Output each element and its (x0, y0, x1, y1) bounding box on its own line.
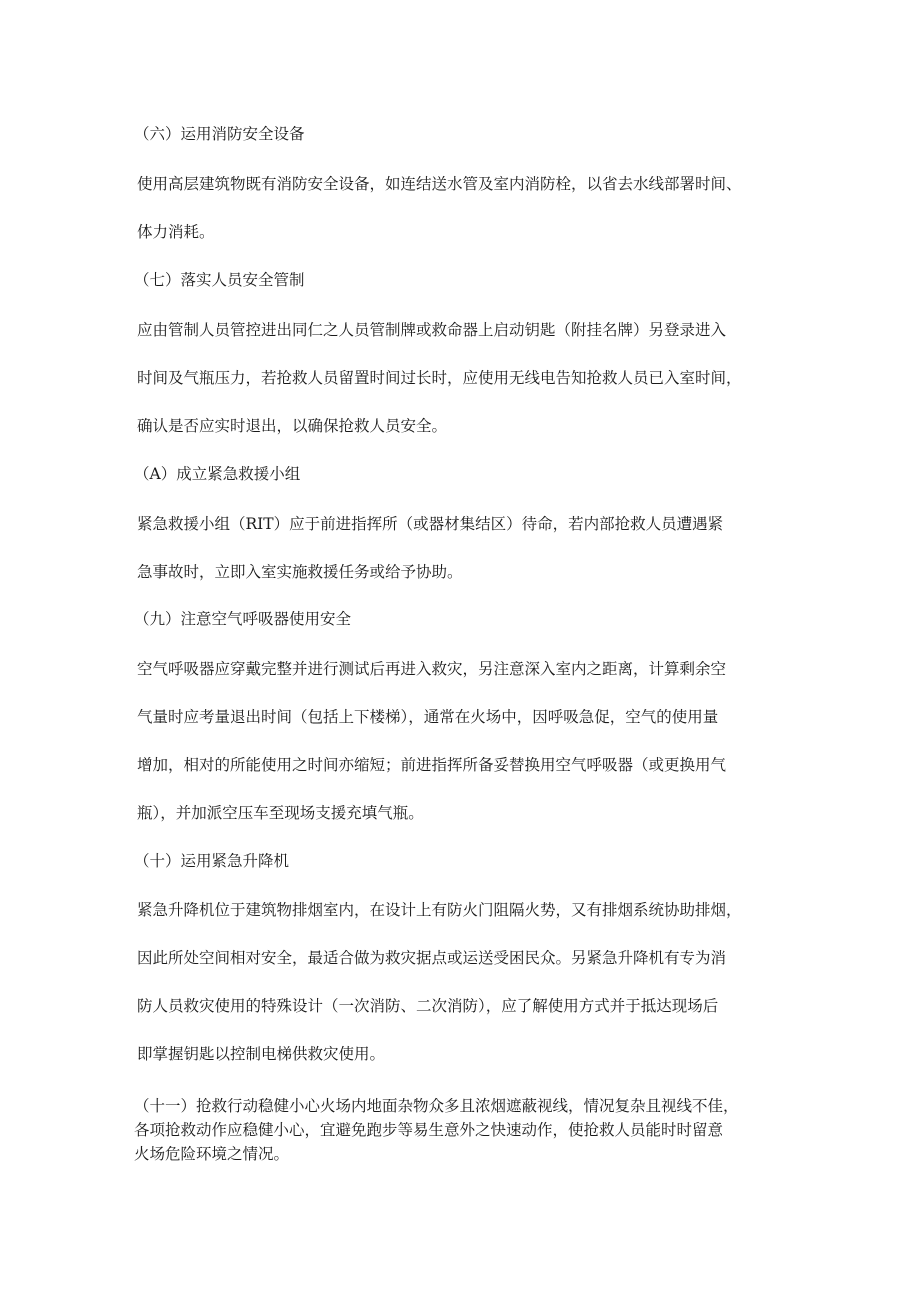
paragraph-line: 体力消耗。 (137, 223, 215, 241)
paragraph-line: 增加，相对的所能使用之时间亦缩短；前进指挥所备妥替换用空气呼吸器（或更换用气 (137, 756, 727, 774)
paragraph-line: 使用高层建筑物既有消防安全设备，如连结送水管及室内消防栓，以省去水线部署时间、 (137, 175, 742, 193)
paragraph-line: 确认是否应实时退出，以确保抢救人员安全。 (137, 417, 448, 435)
paragraph-line: 即掌握钥匙以控制电梯供救灾使用。 (137, 1045, 386, 1063)
paragraph-line: 防人员救灾使用的特殊设计（一次消防、二次消防），应了解使用方式并于抵达现场后 (137, 997, 719, 1015)
paragraph-line: 空气呼吸器应穿戴完整并进行测试后再进入救灾，另注意深入室内之距离，计算剩余空 (137, 660, 727, 678)
paragraph-line: 应由管制人员管控进出同仁之人员管制牌或救命器上启动钥匙（附挂名牌）另登录进入 (137, 321, 727, 339)
paragraph-line: 火场危险环境之情况。 (134, 1145, 290, 1163)
paragraph-line: 各项抢救动作应稳健小心，宜避免跑步等易生意外之快速动作，使抢救人员能时时留意 (134, 1121, 724, 1139)
paragraph-line: 急事故时，立即入室实施救援任务或给予协助。 (137, 563, 463, 581)
paragraph-line: 因此所处空间相对安全，最适合做为救灾据点或运送受困民众。另紧急升降机有专为消 (137, 949, 727, 967)
paragraph-line: 紧急救援小组（RIT）应于前进指挥所（或器材集结区）待命，若内部抢救人员遭遇紧 (137, 515, 724, 533)
paragraph-line: （十一）抢救行动稳健小心火场内地面杂物众多且浓烟遮蔽视线，情况复杂且视线不佳， (134, 1097, 739, 1115)
paragraph-line: 气量时应考量退出时间（包括上下楼梯），通常在火场中，因呼吸急促，空气的使用量 (137, 708, 719, 726)
section-heading: （九）注意空气呼吸器使用安全 (134, 610, 352, 628)
paragraph-line: 瓶），并加派空压车至现场支援充填气瓶。 (137, 804, 424, 822)
section-heading: （A）成立紧急救援小组 (134, 465, 301, 483)
section-heading: （七）落实人员安全管制 (134, 271, 305, 289)
section-heading: （六）运用消防安全设备 (134, 125, 305, 143)
final-paragraph (134, 1094, 786, 1166)
paragraph-line: 紧急升降机位于建筑物排烟室内，在设计上有防火门阻隔火势，又有排烟系统协助排烟， (137, 901, 742, 919)
paragraph-line: 时间及气瓶压力，若抢救人员留置时间过长时，应使用无线电告知抢救人员已入室时间， (137, 369, 742, 387)
section-heading: （十）运用紧急升降机 (134, 852, 290, 870)
